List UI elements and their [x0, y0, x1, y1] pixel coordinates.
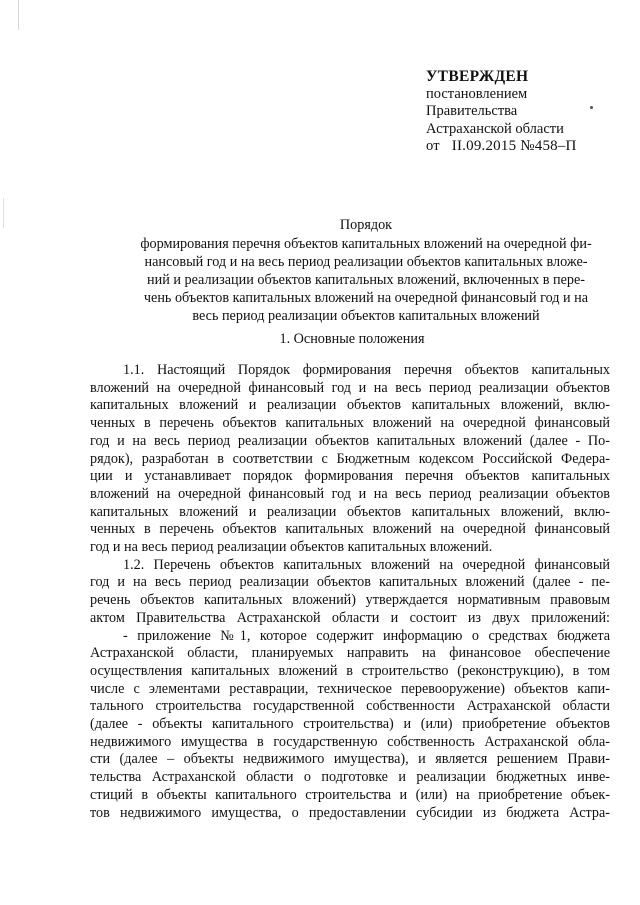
approval-line: Правительства [426, 103, 518, 119]
approval-date [426, 138, 626, 156]
body-line: вложений на очередной финансовый год и на весь период реализации объектов [90, 379, 610, 396]
body-line: год и на весь период реализации объектов капитальных вложений (далее - По- [90, 432, 610, 449]
body-line: капитальных вложений и реализации объектов капитальных вложений, вклю- [90, 503, 610, 520]
body-line: речень объектов капитальных вложений) утверждается нормативным правовым [90, 592, 610, 609]
body-line: год и на весь период реализации объектов капитальных вложений. [90, 539, 493, 556]
approval-date-value: II.09.2015 №458–П [451, 138, 577, 154]
body-line: актом Правительства Астраханской области и состоит из двух приложений: [90, 609, 610, 626]
title-line: нансовый год и на весь период реализации объектов капитальных вложе- [144, 254, 588, 270]
body-line: осуществления капитальных вложений в строительство (реконструкцию), в том [90, 662, 610, 679]
body-line: сти (далее – объекты недвижимого имущества), и является решением Прави- [90, 751, 610, 768]
title-line: ний и реализации объектов капитальных вложений, включенных в пере- [147, 272, 585, 288]
body-line: 1.1. Настоящий Порядок формирования перечня объектов капитальных [123, 362, 610, 378]
body-line: ции и устанавливает порядок формирования перечня объектов капитальных [90, 468, 610, 485]
document-title [118, 216, 614, 325]
body-line: тельства Астраханской области о подготовке и реализации бюджетных инве- [90, 769, 610, 786]
approval-line: Астраханской области [426, 120, 564, 137]
body-line: недвижимого имущества в государственную собственность Астраханской обла- [90, 733, 610, 750]
title-line: весь период реализации объектов капитальных вложений [192, 308, 540, 324]
body-line: рядок), разработан в соответствии с Бюджетным кодексом Российской Федера- [90, 450, 610, 467]
body-line: ченных в перечень объектов капитальных вложений на очередной финансовый [90, 521, 610, 538]
title-line: чень объектов капитальных вложений на очередной финансовый год и на [143, 290, 589, 306]
body-line: - приложение №1, которое содержит информацию о средствах бюджета [123, 627, 610, 644]
body-line: капитальных вложений и реализации объектов капитальных вложений, вклю- [90, 397, 610, 414]
approval-stamp-block [426, 68, 626, 156]
body-line: вложений на очередной финансовый год и на весь период реализации объектов [90, 485, 610, 502]
title-line: формирования перечня объектов капитальных вложений на очередной фи- [140, 236, 592, 252]
body-line: тов недвижимого имущества, о предоставлении субсидии из бюджета Астра- [90, 804, 610, 821]
body-line: ченных в перечень объектов капитальных вложений на очередной финансовый [90, 415, 610, 432]
body-line: тального строительства государственной собственности Астраханской области [90, 698, 610, 715]
body-line: (далее - объекты капитального строительства) и (или) приобретение объектов [90, 716, 610, 733]
scan-artifact [18, 0, 19, 30]
document-body [90, 362, 610, 822]
title-heading: Порядок [339, 217, 393, 233]
body-line: стиций в объекты капитального строительства и (или) на приобретение объек- [90, 786, 610, 803]
body-line: год и на весь период реализации объектов капитальных вложений (далее - пе- [90, 574, 610, 591]
approval-line: постановлением [426, 85, 528, 102]
body-line: числе с элементами реставрации, техническое перевооружение) объектов капи- [90, 680, 610, 697]
body-line: 1.2. Перечень объектов капитальных вложений на очередной финансовый [123, 556, 610, 573]
approval-date-prefix: от [426, 138, 440, 154]
scan-artifact [3, 198, 4, 228]
body-line: Астраханской области, планируемых направить на финансовое обеспечение [90, 645, 610, 662]
section-heading: 1. Основные положения [279, 331, 425, 347]
approval-heading: УТВЕРЖДЕН [426, 68, 529, 85]
